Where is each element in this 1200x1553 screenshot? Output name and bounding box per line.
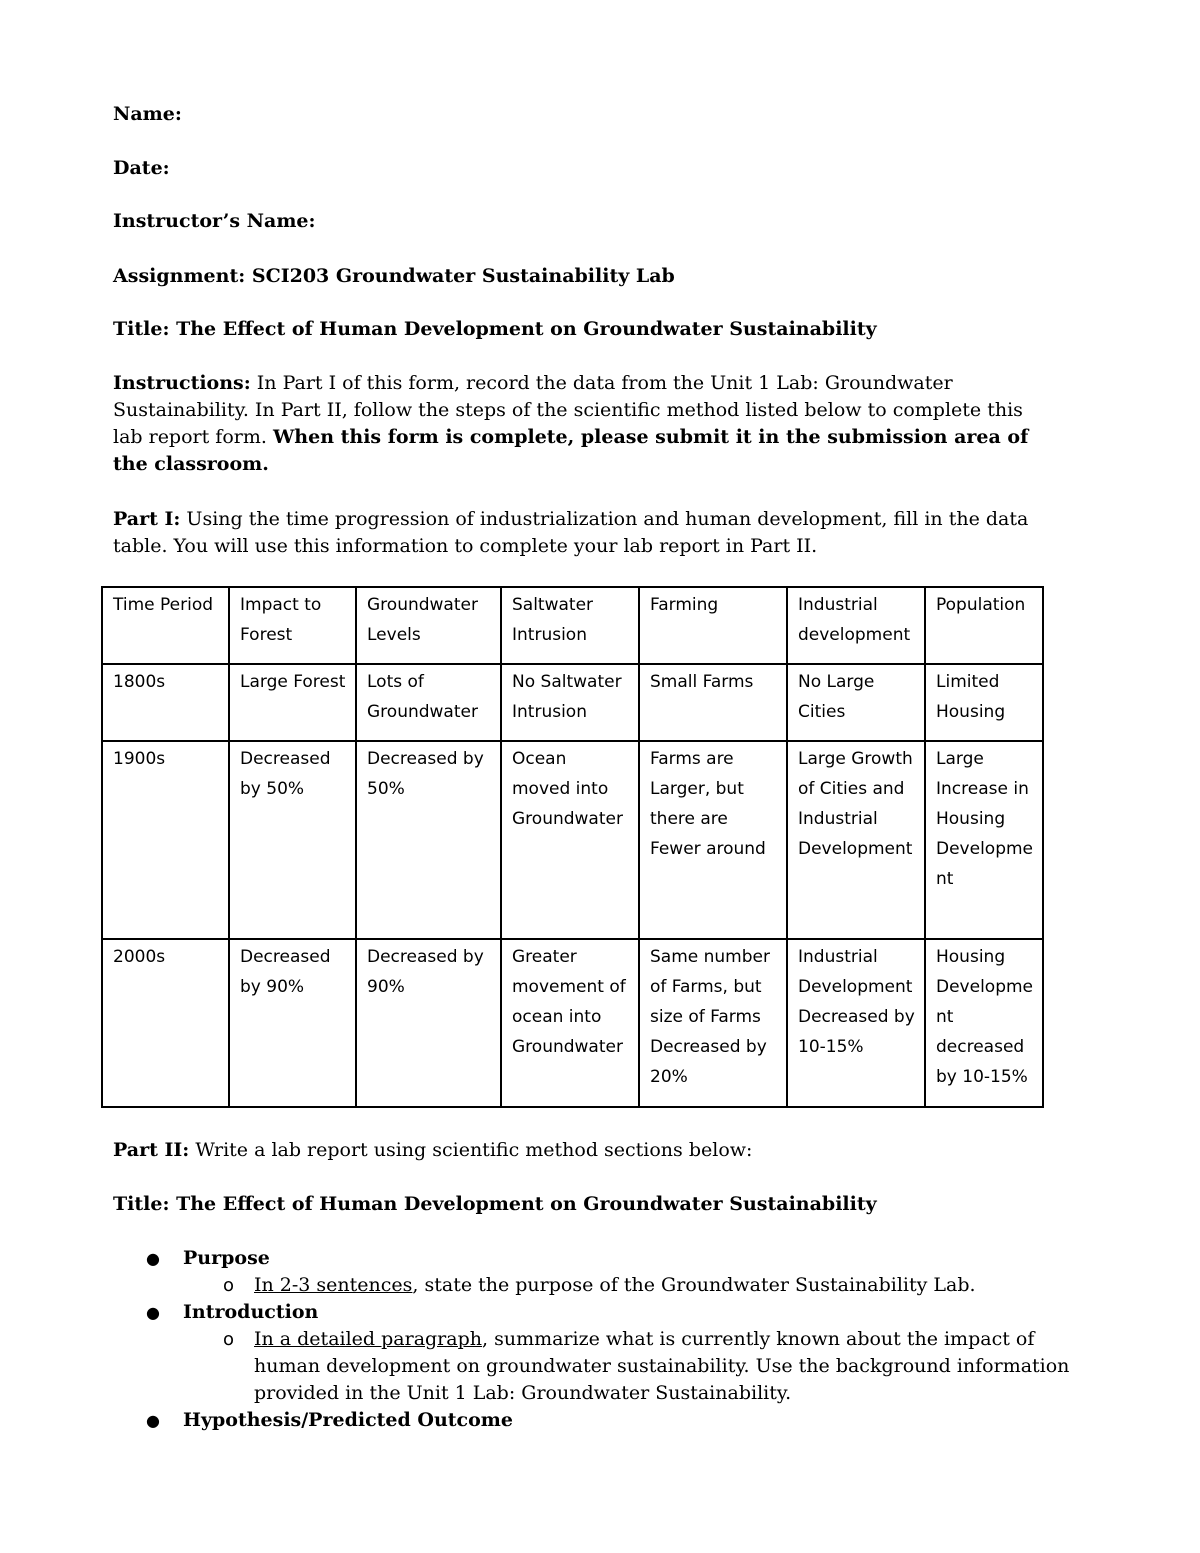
report-sections-list	[113, 1245, 1073, 1434]
assignment-line: Assignment: SCI203 Groundwater Sustainability Lab	[113, 265, 675, 287]
table-cell: 2000s	[102, 939, 229, 1107]
circle-bullet-icon: o	[223, 1275, 235, 1296]
table-cell: Large Increase in Housing Development	[925, 741, 1043, 939]
part2-text: Write a lab report using scientific method sections below:	[189, 1139, 753, 1161]
purpose-text: , state the purpose of the Groundwater Sustainability Lab.	[412, 1274, 976, 1296]
instructions-bold-text: When this form is complete, please submit it in the submission area of the classroom.	[113, 426, 1029, 475]
introduction-sublist	[183, 1326, 1073, 1407]
part1-label: Part I:	[113, 508, 181, 530]
date-label: Date:	[113, 157, 170, 179]
part1-paragraph	[113, 506, 1053, 560]
table-cell: Decreased by 90%	[229, 939, 356, 1107]
header-cell: Time Period	[102, 587, 229, 664]
instructions-text: In Part I of this form, record the data from the Unit 1 Lab: Groundwater Sustainability. In Part II, follow the steps of the scientific method listed below to complete this lab report form.	[113, 372, 1023, 448]
header-cell: Groundwater Levels	[356, 587, 501, 664]
table-cell: Farms are Larger, but there are Fewer around	[639, 741, 787, 939]
purpose-label: Purpose	[183, 1247, 270, 1269]
table-cell: Limited Housing	[925, 664, 1043, 741]
introduction-instruction	[183, 1326, 1073, 1407]
purpose-instruction	[183, 1272, 1073, 1299]
table-cell: Same number of Farms, but size of Farms Decreased by 20%	[639, 939, 787, 1107]
table-cell: Decreased by 50%	[356, 741, 501, 939]
table-cell: No Large Cities	[787, 664, 925, 741]
document-title: Title: The Effect of Human Development on Groundwater Sustainability	[113, 318, 877, 340]
data-table	[101, 586, 1044, 1108]
table-cell: No Saltwater Intrusion	[501, 664, 639, 741]
purpose-sublist	[183, 1272, 1073, 1299]
section-introduction	[113, 1299, 1073, 1407]
part2-label: Part II:	[113, 1139, 190, 1161]
table-cell: Lots of Groundwater	[356, 664, 501, 741]
table-row	[102, 664, 1043, 741]
header-cell: Farming	[639, 587, 787, 664]
header-cell: Saltwater Intrusion	[501, 587, 639, 664]
table-header-row	[102, 587, 1043, 664]
table-cell: 1800s	[102, 664, 229, 741]
section-hypothesis	[113, 1407, 1073, 1434]
part1-text: Using the time progression of industrialization and human development, fill in the data table. You will use this information to complete your lab report in Part II.	[113, 508, 1029, 557]
bullet-icon: ●	[146, 1303, 160, 1322]
header-cell: Industrial development	[787, 587, 925, 664]
header-cell: Impact to Forest	[229, 587, 356, 664]
table-cell: Ocean moved into Groundwater	[501, 741, 639, 939]
table-row	[102, 741, 1043, 939]
introduction-label: Introduction	[183, 1301, 319, 1323]
circle-bullet-icon: o	[223, 1329, 235, 1350]
table-cell: Large Growth of Cities and Industrial Development	[787, 741, 925, 939]
table-cell: Decreased by 50%	[229, 741, 356, 939]
introduction-text: , summarize what is currently known about the impact of human development on groundwater sustainability. Use the background information provided in the Unit 1 Lab: Groundwater Sustainability.	[254, 1328, 1070, 1404]
bullet-icon: ●	[146, 1411, 160, 1430]
report-title: Title: The Effect of Human Development on Groundwater Sustainability	[113, 1193, 877, 1215]
instructor-name-label: Instructor’s Name:	[113, 210, 316, 232]
table-cell: Large Forest	[229, 664, 356, 741]
hypothesis-label: Hypothesis/Predicted Outcome	[183, 1409, 513, 1431]
table-row	[102, 939, 1043, 1107]
table-cell: 1900s	[102, 741, 229, 939]
bullet-icon: ●	[146, 1249, 160, 1268]
table-cell: Small Farms	[639, 664, 787, 741]
table-cell: Greater movement of ocean into Groundwater	[501, 939, 639, 1107]
purpose-underline-text: In 2-3 sentences	[254, 1274, 413, 1296]
part2-paragraph	[113, 1137, 1073, 1164]
table-cell: Industrial Development Decreased by 10-15%	[787, 939, 925, 1107]
header-cell: Population	[925, 587, 1043, 664]
table-cell: Decreased by 90%	[356, 939, 501, 1107]
instructions-label: Instructions:	[113, 372, 251, 394]
table-cell: Housing Development decreased by 10-15%	[925, 939, 1043, 1107]
section-purpose	[113, 1245, 1073, 1299]
name-label: Name:	[113, 103, 182, 125]
instructions-paragraph	[113, 370, 1053, 478]
introduction-underline-text: In a detailed paragraph	[254, 1328, 482, 1350]
